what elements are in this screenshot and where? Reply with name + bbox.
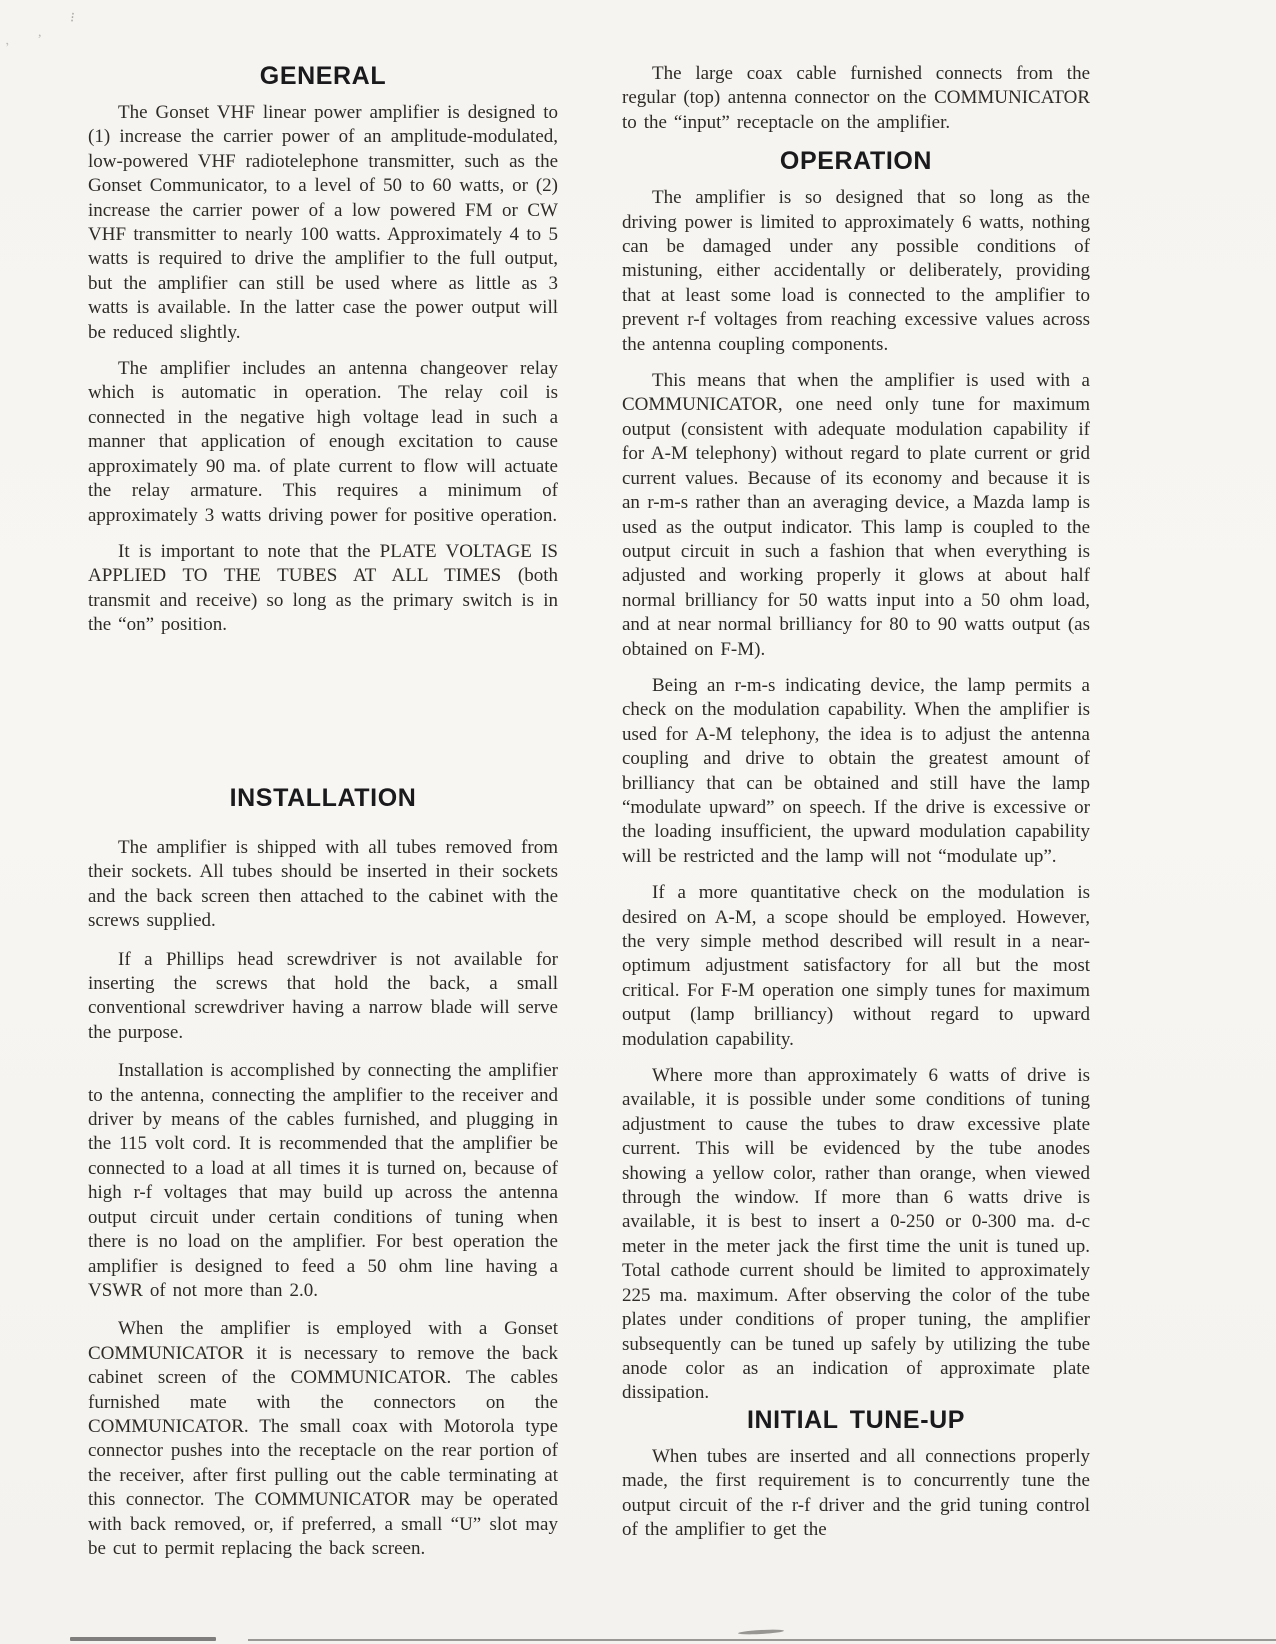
paragraph: When the amplifier is employed with a Gonset COMMUNICATOR it is necessary to remove the back cabinet screen of the COMMUNICATOR. The cables furnished mate with the connectors on the COMMUNICATOR. The small coax with Motorola type connector pushes into the receptacle on the rear portion of the receiver, after first pulling out the cable terminating at this connector. The COMMUNICATOR may be operated with back removed, or, if preferred, a small “U” slot may be cut to permit replacing the back screen. [88, 1318, 558, 1559]
paragraph: It is important to note that the PLATE VOLTAGE IS APPLIED TO THE TUBES AT ALL TIMES (both transmit and receive) so long as the primary switch is in the “on” position. [88, 540, 558, 636]
paragraph: When tubes are inserted and all connections properly made, the first requirement is to concurrently tune the output circuit of the r-f driver and the grid tuning control of the amplifier to get the [622, 1445, 1090, 1540]
paragraph: Being an r-m-s indicating device, the lamp permits a check on the modulation capability. When the amplifier is used for A-M telephony, the idea is to adjust the antenna coupling and drive to obtain the greatest amount of brilliancy that can be obtained and still have the lamp “modulate upward” on speech. If the drive is excessive or the loading insufficient, the upward modulation capability will be restricted and the lamp will not “modulate up”. [622, 674, 1090, 867]
section-heading-initial-tune-up: INITIAL TUNE-UP [746, 1405, 966, 1434]
section-heading-installation: INSTALLATION [229, 784, 417, 812]
scan-smudge [738, 1629, 784, 1635]
scan-speck: ’ [4, 40, 13, 57]
paragraph: The amplifier is so designed that so long as the driving power is limited to approximately 6 watts, nothing can be damaged under any possible conditions of mistuning, either accidentally or deliberately, providing that at least some load is connected to the amplifier to prevent r-f voltages from reaching excessive values across the antenna coupling components. [622, 187, 1090, 355]
paragraph: If a Phillips head screwdriver is not available for inserting the screws that hold the back, a small conventional screwdriver having a narrow blade will serve the purpose. [88, 948, 558, 1043]
section-heading-general: GENERAL [259, 62, 387, 90]
scan-artifact-line [248, 1639, 1276, 1641]
section-installation [88, 784, 558, 1561]
scan-artifact-bar [70, 1637, 216, 1641]
right-column [622, 62, 1090, 1542]
paragraph: This means that when the amplifier is used with a COMMUNICATOR, one need only tune for maximum output (consistent with adequate modulation capability if for A-M telephony) without regard to plate current or grid current values. Because of its economy and because it is an r-m-s rather than an averaging device, a Mazda lamp is used as the output indicator. This lamp is coupled to the output circuit in such a fashion that when everything is adjusted and working properly it glows at about half normal brilliancy for 50 watts input into a 50 ohm load, and at near normal brilliancy for 80 to 90 watts output (as obtained on F-M). [622, 370, 1090, 660]
section-operation [622, 147, 1090, 1406]
continuation-paragraph: The large coax cable furnished connects from the regular (top) antenna connector on the COMMUNICATOR to the “input” receptacle on the amplifier. [622, 63, 1090, 133]
paragraph: Installation is accomplished by connecting the amplifier to the antenna, connecting the amplifier to the receiver and driver by means of the cables furnished, and plugging in the 115 volt cord. It is recommended that the amplifier be connected to a load at all times it is turned on, because of high r-f voltages that may build up across the antenna output circuit under certain conditions of tuning when there is no load on the amplifier. For best operation the amplifier is designed to feed a 50 ohm line having a VSWR of not more than 2.0. [88, 1060, 558, 1301]
left-column [88, 62, 558, 1559]
paragraph: The amplifier is shipped with all tubes removed from their sockets. All tubes should be inserted in their sockets and the back screen then attached to the cabinet with the screws supplied. [88, 837, 558, 932]
scan-speck: , [38, 25, 42, 40]
paragraph: The amplifier includes an antenna changeover relay which is automatic in operation. The relay coil is connected in the negative high voltage lead in such a manner that application of enough excitation to cause approximately 90 ma. of plate current to flow will actuate the relay armature. This requires a minimum of approximately 3 watts driving power for positive operation. [88, 358, 558, 526]
paragraph: The Gonset VHF linear power amplifier is designed to (1) increase the carrier power of an amplitude-modulated, low-powered VHF radiotelephone transmitter, such as the Gonset Communicator, to a level of 50 to 60 watts, or (2) increase the carrier power of a low powered FM or CW VHF transmitter to nearly 100 watts. Approximately 4 to 5 watts is required to drive the amplifier to the full output, but the amplifier can still be used where as little as 3 watts is available. In the latter case the power output will be reduced slightly. [88, 102, 558, 343]
section-heading-operation: OPERATION [779, 147, 933, 176]
scan-speck: ⁝ [69, 10, 76, 27]
paragraph: If a more quantitative check on the modulation is desired on A-M, a scope should be employed. However, the very simple method described will result in a near-optimum adjustment satisfactory for all but the most critical. For F-M operation one simply tunes for maximum output (lamp brilliancy) without regard to upward modulation capability. [622, 882, 1090, 1050]
paragraph: Where more than approximately 6 watts of drive is available, it is possible under some conditions of tuning adjustment to cause the tubes to draw excessive plate current. This will be evidenced by the tube anodes showing a yellow color, rather than orange, when viewed through the window. If more than 6 watts drive is available, it is best to insert a 0-250 or 0-300 ma. d-c meter in the meter jack the first time the unit is tuned up. Total cathode current should be limited to approximately 225 ma. maximum. After observing the color of the tube plates under conditions of proper tuning, the amplifier subsequently can be tuned up safely by utilizing the tube anode color as an indication of approximate plate dissipation. [622, 1065, 1090, 1404]
section-general [88, 62, 558, 638]
section-initial-tune-up [622, 1406, 1090, 1543]
